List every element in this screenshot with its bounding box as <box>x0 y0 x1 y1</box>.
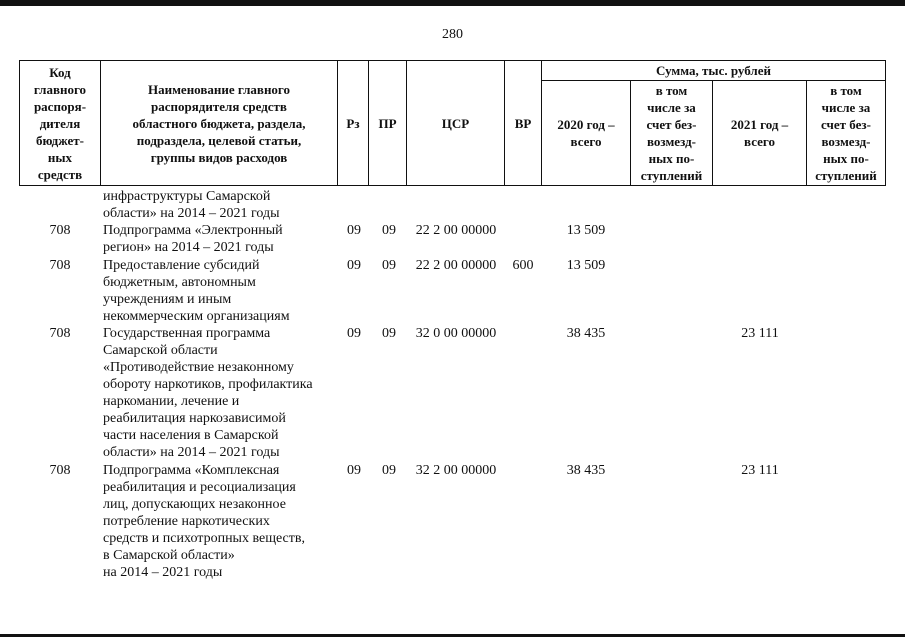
header-2020-total: 2020 год – всего <box>557 117 615 149</box>
row-pr: 09 <box>382 258 396 273</box>
row-csr: 32 0 00 00000 <box>415 326 497 341</box>
header-bottom-border <box>19 185 885 186</box>
row-name: Предоставление субсидий бюджетным, автономным учреждениям и иным некоммерческим организациям <box>103 258 290 324</box>
table-border-right <box>885 60 886 186</box>
top-rule <box>0 0 905 6</box>
row-vr: 600 <box>512 258 534 273</box>
header-sum: Сумма, тыс. рублей <box>656 63 771 78</box>
header-2021-free: в том числе за счет без- возмезд- ных по- ступлений <box>815 83 877 183</box>
header-2021-total: 2021 год – всего <box>730 117 789 149</box>
header-name: Наименование главного распорядителя средств областного бюджета, раздела, подраздела, целевой статьи, группы видов расходов <box>132 81 306 165</box>
row-pr: 09 <box>382 223 396 238</box>
row-pr: 09 <box>382 326 396 341</box>
header-pr: ПР <box>378 115 397 131</box>
row-2021-total: 23 111 <box>741 463 779 478</box>
row-2020-total: 13 509 <box>566 258 606 273</box>
row-csr: 22 2 00 00000 <box>415 223 497 238</box>
row-2020-total: 13 509 <box>566 223 606 238</box>
row-rz: 09 <box>347 223 361 238</box>
row-pr: 09 <box>382 463 396 478</box>
page-number: 280 <box>442 27 463 42</box>
row-csr: 22 2 00 00000 <box>415 258 497 273</box>
row-2020-total: 38 435 <box>566 326 606 341</box>
row-csr: 32 2 00 00000 <box>415 463 497 478</box>
bottom-rule <box>0 634 905 637</box>
continuation-text: инфраструктуры Самарской области» на 2014 – 2021 годы <box>103 189 280 221</box>
row-rz: 09 <box>347 258 361 273</box>
row-rz: 09 <box>347 326 361 341</box>
row-2020-total: 38 435 <box>566 463 606 478</box>
header-vr: ВР <box>514 115 532 131</box>
row-code: 708 <box>49 463 71 478</box>
row-code: 708 <box>49 223 71 238</box>
row-name: Подпрограмма «Комплексная реабилитация и ресоциализация лиц, допускающих незаконное потребление наркотических средств и психотропных веществ, в Самарской области» на 2014 – 2021 годы <box>103 463 305 580</box>
row-code: 708 <box>49 326 71 341</box>
row-name: Подпрограмма «Электронный регион» на 2014 – 2021 годы <box>103 223 283 255</box>
row-rz: 09 <box>347 463 361 478</box>
row-code: 708 <box>49 258 71 273</box>
header-2020-free: в том числе за счет без- возмезд- ных по- ступлений <box>640 83 703 183</box>
header-csr: ЦСР <box>441 115 470 131</box>
header-rz: Рз <box>346 115 360 131</box>
header-code: Код главного распоря- дителя бюджет- ных средств <box>33 64 87 182</box>
row-2021-total: 23 111 <box>741 326 779 341</box>
row-name: Государственная программа Самарской области «Противодействие незаконному обороту наркотиков, профилактика наркомании, лечение и реабилитация наркозависимой части населения в Самарской области» на 2014 – 2021 годы <box>103 326 313 460</box>
